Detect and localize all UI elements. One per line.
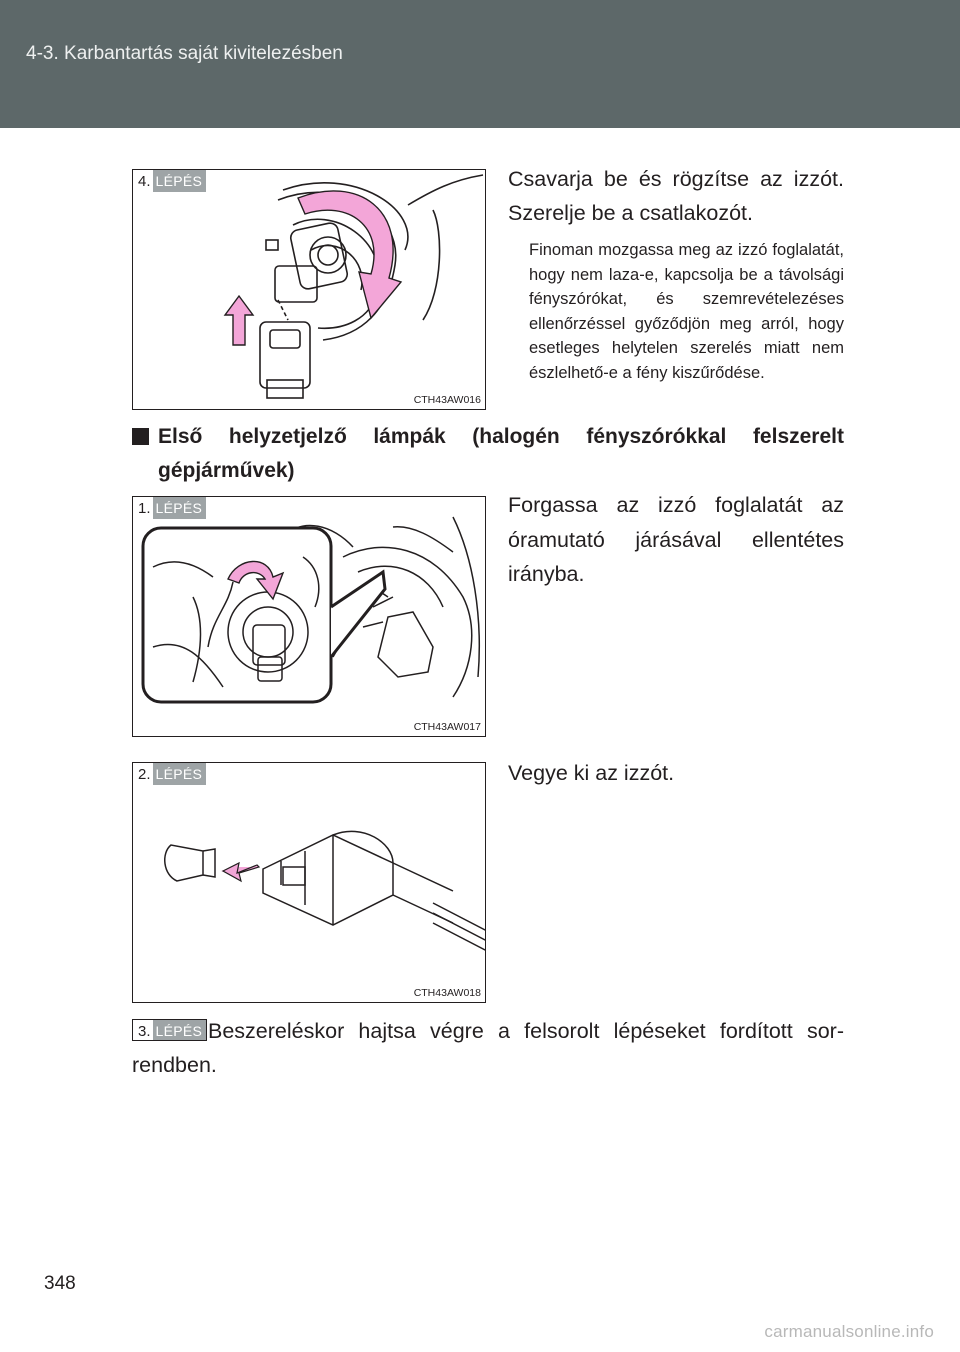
step-label: LÉPÉS <box>153 763 207 785</box>
step-label: LÉPÉS <box>153 497 207 519</box>
figure-code: CTH43AW016 <box>413 394 481 406</box>
bulb-socket-illustration <box>133 497 486 737</box>
step-4-note: Finoman mozgassa meg az izzó foglalatát, hogy nem laza-e, kapcsolja be a távolsági fényszórókat, és szemrevételezéses ellenőrzéssel győződjön meg arról, hogy esetleges helytelen szerelés miatt nem észlelhető-e a fény kiszűrődése. <box>529 241 844 382</box>
step-label: LÉPÉS <box>153 1020 207 1040</box>
step-badge-2 <box>133 763 206 785</box>
step-2-instruction: Vegye ki az izzót. <box>508 761 675 785</box>
step-number: 4. <box>133 170 153 192</box>
bulb-removal-illustration <box>133 763 486 1003</box>
step-1-instruction: Forgassa az izzó foglalatát az óramutató járásával ellentétes irányba. <box>508 493 844 586</box>
step-number: 2. <box>133 763 153 785</box>
section-heading <box>132 420 844 488</box>
step-number: 3. <box>133 1020 153 1040</box>
bulb-install-illustration <box>133 170 486 410</box>
figure-code: CTH43AW017 <box>413 721 481 733</box>
step-4-instruction: Csavarja be és rögzítse az izzót. Szerelje be a csatlakozót. <box>508 167 844 225</box>
figure-step-2 <box>132 762 486 1003</box>
section-heading-text: Első helyzetjelző lámpák (halogén fényszórókkal felszerelt gépjárművek) <box>158 425 844 482</box>
step-badge-4 <box>133 170 206 192</box>
figure-step-4 <box>132 169 486 410</box>
page-header <box>0 0 960 128</box>
watermark: carmanualsonline.info <box>764 1322 934 1341</box>
step-3-instruction: Beszereléskor hajtsa végre a felsorolt lépéseket fordított sorrendben. <box>132 1019 844 1077</box>
section-bullet-icon <box>132 428 149 445</box>
step-badge-1 <box>133 497 206 519</box>
chapter-title: 4-3. Karbantartás saját kivitelezésben <box>26 43 343 64</box>
step-number: 1. <box>133 497 153 519</box>
step-label: LÉPÉS <box>153 170 207 192</box>
page-number: 348 <box>44 1273 76 1294</box>
figure-step-1 <box>132 496 486 737</box>
figure-code: CTH43AW018 <box>413 987 481 999</box>
